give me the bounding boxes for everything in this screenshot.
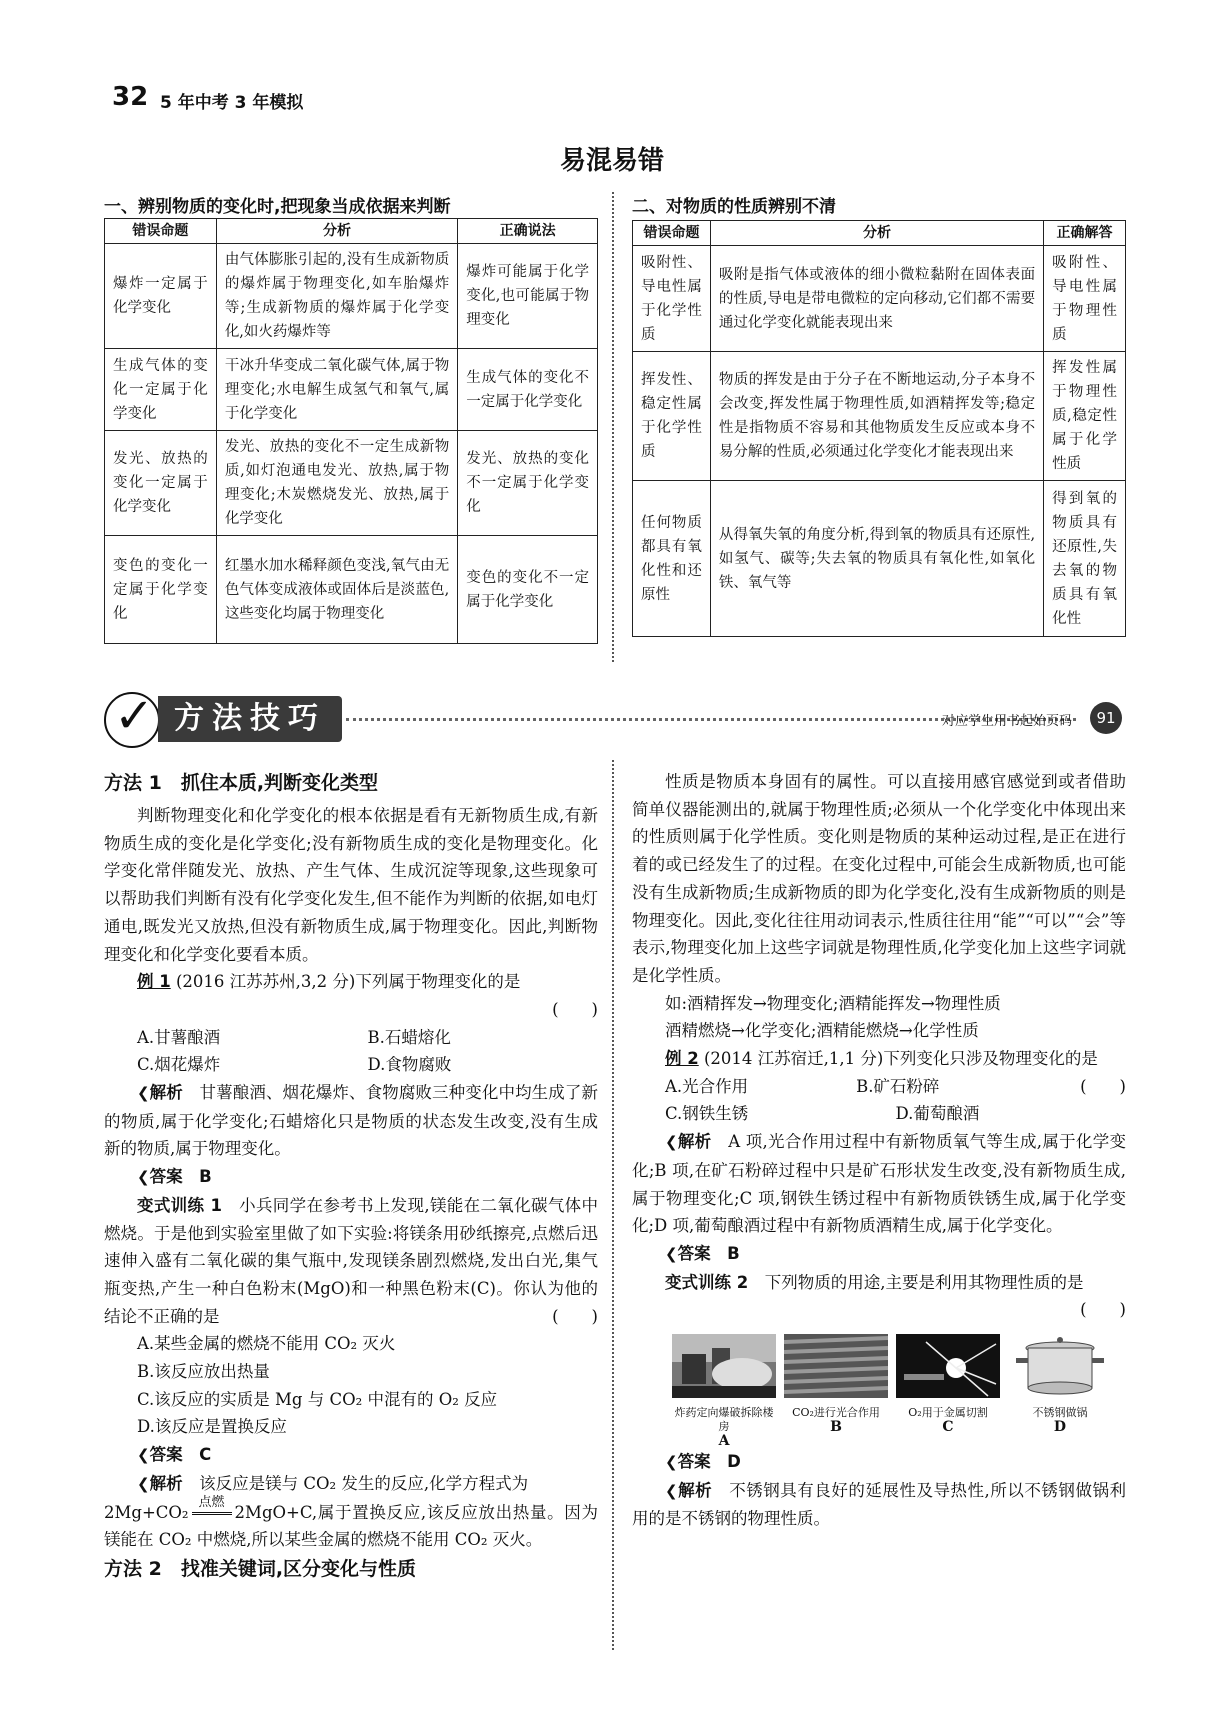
option-row bbox=[104, 1051, 598, 1079]
jiexi-text: 不锈钢具有良好的延展性及导热性,所以不锈钢做锅利用的是不锈钢的物理性质。 bbox=[632, 1480, 1127, 1529]
left-column bbox=[104, 768, 598, 1584]
right-table bbox=[632, 220, 1126, 637]
method-2-heading: 方法 2 找准关键词,区分变化与性质 bbox=[104, 1557, 417, 1580]
option: B.石蜡熔化 bbox=[367, 1027, 451, 1047]
option: C.烟花爆炸 bbox=[137, 1055, 221, 1075]
cell-error: 生成气体的变化一定属于化学变化 bbox=[105, 349, 217, 431]
equation-left: 2Mg+CO₂ bbox=[104, 1502, 189, 1522]
cell-correct: 发光、放热的变化不一定属于化学变化 bbox=[458, 431, 598, 536]
train-2 bbox=[632, 1269, 1126, 1297]
cell-analysis: 从得氧失氧的角度分析,得到氧的物质具有还原性,如氢气、碳等;失去氧的物质具有氧化性,如氧化铁、氧气等 bbox=[710, 481, 1043, 637]
method-2-paragraph: 性质是物质本身固有的属性。可以直接用感官感觉到或者借助简单仪器能测出的,就属于物理性质;必须从一个化学变化中体现出来的性质则属于化学性质。变化则是物质的某种运动过程,是正在进行着的或已经发生了的过程。在变化过程中,可能会生成新物质,也可能没有生成新物质;生成新物质的即为化学变化,没有生成新物质的则是物理变化。因此,变化往往用动词表示,性质往往用“能”“可以”“会”等表示,物理变化加上这些字词就是物理性质,化学变化加上这些字词就是化学性质。 bbox=[632, 772, 1126, 985]
reaction-arrow bbox=[192, 1494, 232, 1515]
example-line-2: 酒精燃烧→化学变化;酒精能燃烧→化学性质 bbox=[665, 1021, 979, 1041]
train-1-text: 小兵同学在参考书上发现,镁能在二氧化碳气体中燃烧。于是他到实验室里做了如下实验:将镁条用砂纸擦亮,点燃后迅速伸入盛有二氧化碳的集气瓶中,发现镁条剧烈燃烧,发出白光,集气瓶变热,产生一种白色粉末(MgO)和一种黑色粉末(C)。你认为他的结论不正确的是 bbox=[104, 1195, 599, 1326]
cell-error: 吸附性、导电性属于化学性质 bbox=[633, 246, 711, 352]
train-label: 变式训练 1 bbox=[137, 1195, 222, 1215]
answer-label: 答案 bbox=[149, 1167, 183, 1187]
option-row bbox=[104, 1024, 598, 1052]
arrow-icon: ❮ bbox=[137, 1474, 150, 1493]
demolition-image bbox=[672, 1334, 776, 1398]
option: C.该反应的实质是 Mg 与 CO₂ 中混有的 O₂ 反应 bbox=[137, 1389, 498, 1409]
answer-1 bbox=[104, 1163, 598, 1192]
page-ref-label: 对应学生用书起始页码 bbox=[942, 714, 1073, 729]
cell-correct: 爆炸可能属于化学变化,也可能属于物理变化 bbox=[458, 244, 598, 349]
field-image bbox=[784, 1334, 888, 1398]
method-banner bbox=[104, 688, 342, 746]
arrow-icon: ❮ bbox=[137, 1084, 150, 1103]
image-letter: C bbox=[942, 1419, 954, 1436]
table-row bbox=[105, 431, 598, 536]
image-caption: O₂用于金属切割 bbox=[908, 1406, 988, 1420]
left-table bbox=[104, 218, 598, 644]
option: A.某些金属的燃烧不能用 CO₂ 灭火 bbox=[137, 1334, 396, 1354]
table-row bbox=[105, 244, 598, 349]
answer-train-1 bbox=[104, 1441, 598, 1470]
arrow-icon: ❮ bbox=[665, 1133, 678, 1152]
cell-correct: 吸附性、导电性属于物理性质 bbox=[1044, 246, 1126, 352]
image-option bbox=[1008, 1334, 1112, 1448]
example-2-text: (2014 江苏宿迁,1,1 分)下列变化只涉及物理变化的是 bbox=[703, 1049, 1098, 1069]
page-number: 32 bbox=[112, 82, 149, 112]
equation-right: 2MgO+C,属于置换反应,该反应放出热量。因为镁能在 CO₂ 中燃烧,所以某些金属的燃烧不能用 CO₂ 灭火。 bbox=[104, 1502, 598, 1550]
answer-paren: ( ) bbox=[552, 1306, 598, 1326]
book-title: 5 年中考 3 年模拟 bbox=[160, 93, 304, 113]
answer-paren: ( ) bbox=[1080, 1300, 1126, 1320]
jiexi-text: 甘薯酿酒、烟花爆炸、食物腐败三种变化中均生成了新的物质,属于化学变化;石蜡熔化只是物质的状态发生改变,没有生成新的物质,属于物理变化。 bbox=[104, 1083, 599, 1159]
cell-analysis: 发光、放热的变化不一定生成新物质,如灯泡通电发光、放热,属于物理变化;木炭燃烧发光、放热,属于化学变化 bbox=[216, 431, 457, 536]
cell-error: 发光、放热的变化一定属于化学变化 bbox=[105, 431, 217, 536]
example-label: 例 2 bbox=[665, 1049, 699, 1069]
cell-analysis: 干冰升华变成二氧化碳气体,属于物理变化;水电解生成氢气和氧气,属于化学变化 bbox=[216, 349, 457, 431]
table-header-row bbox=[633, 221, 1126, 246]
cell-correct: 生成气体的变化不一定属于化学变化 bbox=[458, 349, 598, 431]
option: A.甘薯酿酒 bbox=[137, 1027, 221, 1047]
table-header-row bbox=[105, 219, 598, 244]
jiexi-train-1 bbox=[104, 1470, 598, 1499]
option: B.矿石粉碎 bbox=[856, 1076, 940, 1096]
equation-condition: 点燃 bbox=[198, 1494, 225, 1510]
train-1 bbox=[104, 1192, 598, 1331]
option: D.食物腐败 bbox=[367, 1055, 452, 1075]
answer-label: 答案 bbox=[677, 1243, 711, 1263]
equation-line bbox=[104, 1494, 598, 1554]
option: D.葡萄酿酒 bbox=[895, 1104, 980, 1124]
image-caption: 不锈钢做锅 bbox=[1032, 1406, 1088, 1420]
example-label: 例 1 bbox=[137, 972, 171, 992]
image-letter: D bbox=[1053, 1419, 1067, 1436]
cell-error: 挥发性、稳定性属于化学性质 bbox=[633, 352, 711, 481]
option-row bbox=[632, 1073, 1047, 1101]
method-1-paragraph: 判断物理变化和化学变化的根本依据是看有无新物质生成,有新物质生成的变化是化学变化;没有新物质生成的变化是物理变化。化学变化常伴随发光、放热、产生气体、生成沉淀等现象,这些现象可以帮助我们判断有没有化学变化发生,但不能作为判断的依据,如电灯通电,既发光又放热,但没有新物质生成,属于物理变化。因此,判断物理变化和化学变化要看本质。 bbox=[104, 806, 598, 964]
column-divider bbox=[612, 192, 614, 662]
jiexi-label: 解析 bbox=[149, 1473, 183, 1493]
train-label: 变式训练 2 bbox=[665, 1272, 749, 1292]
image-caption: 炸药定向爆破拆除楼房 bbox=[674, 1406, 774, 1434]
example-1-text: (2016 江苏苏州,3,2 分)下列属于物理变化的是 bbox=[175, 972, 521, 992]
answer-label: 答案 bbox=[149, 1445, 183, 1465]
jiexi-text: A 项,光合作用过程中有新物质氧气等生成,属于化学变化;B 项,在矿石粉碎过程中只是矿石形状发生改变,没有新物质生成,属于物理变化;C 项,钢铁生锈过程中有新物质铁锈生成,属于化学变化;D 项,葡萄酿酒过程中有新物质酒精生成,属于化学变化。 bbox=[632, 1132, 1127, 1236]
image-option bbox=[672, 1334, 776, 1448]
arrow-icon: ❮ bbox=[665, 1244, 678, 1263]
answer-label: 答案 bbox=[677, 1452, 711, 1472]
right-column bbox=[632, 768, 1126, 1533]
table-row bbox=[633, 352, 1126, 481]
cell-error: 任何物质都具有氧化性和还原性 bbox=[633, 481, 711, 637]
check-icon: ✓ bbox=[104, 692, 160, 748]
jiexi-label: 解析 bbox=[149, 1083, 183, 1103]
jiexi-text: 该反应是镁与 CO₂ 发生的反应,化学方程式为 bbox=[199, 1473, 529, 1493]
pot-image bbox=[1008, 1334, 1112, 1398]
option-images bbox=[632, 1334, 1126, 1448]
option: D.该反应是置换反应 bbox=[137, 1417, 287, 1437]
option: C.钢铁生锈 bbox=[665, 1104, 749, 1124]
right-section-title: 二、对物质的性质辨别不清 bbox=[632, 197, 836, 217]
cell-analysis: 物质的挥发是由于分子在不断地运动,分子本身不会改变,挥发性属于物理性质,如酒精挥发等;稳定性是指物质不容易和其他物质发生反应或本身不易分解的性质,必须通过化学变化才能表现出来 bbox=[710, 352, 1043, 481]
cell-error: 变色的变化一定属于化学变化 bbox=[105, 536, 217, 644]
arrow-icon: ❮ bbox=[665, 1453, 678, 1472]
cell-error: 爆炸一定属于化学变化 bbox=[105, 244, 217, 349]
image-letter: A bbox=[718, 1433, 730, 1450]
example-1 bbox=[104, 968, 598, 996]
banner-title: 方法技巧 bbox=[158, 696, 342, 742]
page-ref-badge: 91 bbox=[1090, 702, 1122, 734]
answer-2 bbox=[632, 1240, 1126, 1269]
answer-train-2 bbox=[632, 1448, 1126, 1477]
cell-correct: 变色的变化不一定属于化学变化 bbox=[458, 536, 598, 644]
jiexi-label: 解析 bbox=[677, 1132, 712, 1152]
column-header: 分析 bbox=[710, 221, 1043, 246]
main-title: 易混易错 bbox=[559, 146, 664, 176]
column-header: 正确解答 bbox=[1044, 221, 1126, 246]
cell-analysis: 吸附是指气体或液体的细小微粒黏附在固体表面的性质,导电是带电微粒的定向移动,它们都不需要通过化学变化就能表现出来 bbox=[710, 246, 1043, 352]
cutting-image bbox=[896, 1334, 1000, 1398]
answer-value: B bbox=[727, 1243, 740, 1263]
option: A.光合作用 bbox=[665, 1076, 749, 1096]
arrow-icon: ❮ bbox=[137, 1168, 150, 1187]
table-row bbox=[633, 481, 1126, 637]
arrow-icon: ❮ bbox=[665, 1481, 678, 1500]
jiexi-1 bbox=[104, 1079, 598, 1163]
answer-value: D bbox=[727, 1452, 741, 1472]
column-header: 分析 bbox=[216, 219, 457, 244]
answer-value: C bbox=[199, 1445, 212, 1465]
jiexi-train-2 bbox=[632, 1477, 1126, 1533]
cell-analysis: 由气体膨胀引起的,没有生成新物质的爆炸属于物理变化,如车胎爆炸等;生成新物质的爆炸属于化学变化,如火药爆炸等 bbox=[216, 244, 457, 349]
jiexi-label: 解析 bbox=[677, 1480, 713, 1500]
image-option bbox=[896, 1334, 1000, 1448]
cell-analysis: 红墨水加水稀释颜色变浅,氧气由无色气体变成液体或固体后是淡蓝色,这些变化均属于物理变化 bbox=[216, 536, 457, 644]
image-caption: CO₂进行光合作用 bbox=[792, 1406, 880, 1420]
column-header: 错误命题 bbox=[633, 221, 711, 246]
column-header: 错误命题 bbox=[105, 219, 217, 244]
option: B.该反应放出热量 bbox=[137, 1362, 270, 1382]
image-option bbox=[784, 1334, 888, 1448]
example-line-1: 如:酒精挥发→物理变化;酒精能挥发→物理性质 bbox=[665, 993, 1001, 1013]
train-2-text: 下列物质的用途,主要是利用其物理性质的是 bbox=[764, 1272, 1084, 1292]
answer-value: B bbox=[199, 1167, 212, 1187]
table-row bbox=[633, 246, 1126, 352]
cell-correct: 挥发性属于物理性质,稳定性属于化学性质 bbox=[1044, 352, 1126, 481]
column-divider bbox=[612, 760, 614, 1650]
cell-correct: 得到氧的物质具有还原性,失去氧的物质具有氧化性 bbox=[1044, 481, 1126, 637]
jiexi-2 bbox=[632, 1128, 1126, 1240]
image-letter: B bbox=[830, 1419, 842, 1436]
answer-paren: ( ) bbox=[1080, 1076, 1126, 1096]
answer-paren: ( ) bbox=[552, 999, 598, 1019]
arrow-icon: ❮ bbox=[137, 1446, 150, 1465]
table-row bbox=[105, 349, 598, 431]
column-header: 正确说法 bbox=[458, 219, 598, 244]
table-row bbox=[105, 536, 598, 644]
method-1-heading: 方法 1 抓住本质,判断变化类型 bbox=[104, 772, 379, 794]
left-section-title: 一、辨别物质的变化时,把现象当成依据来判断 bbox=[104, 197, 451, 217]
option-row bbox=[632, 1100, 1126, 1128]
